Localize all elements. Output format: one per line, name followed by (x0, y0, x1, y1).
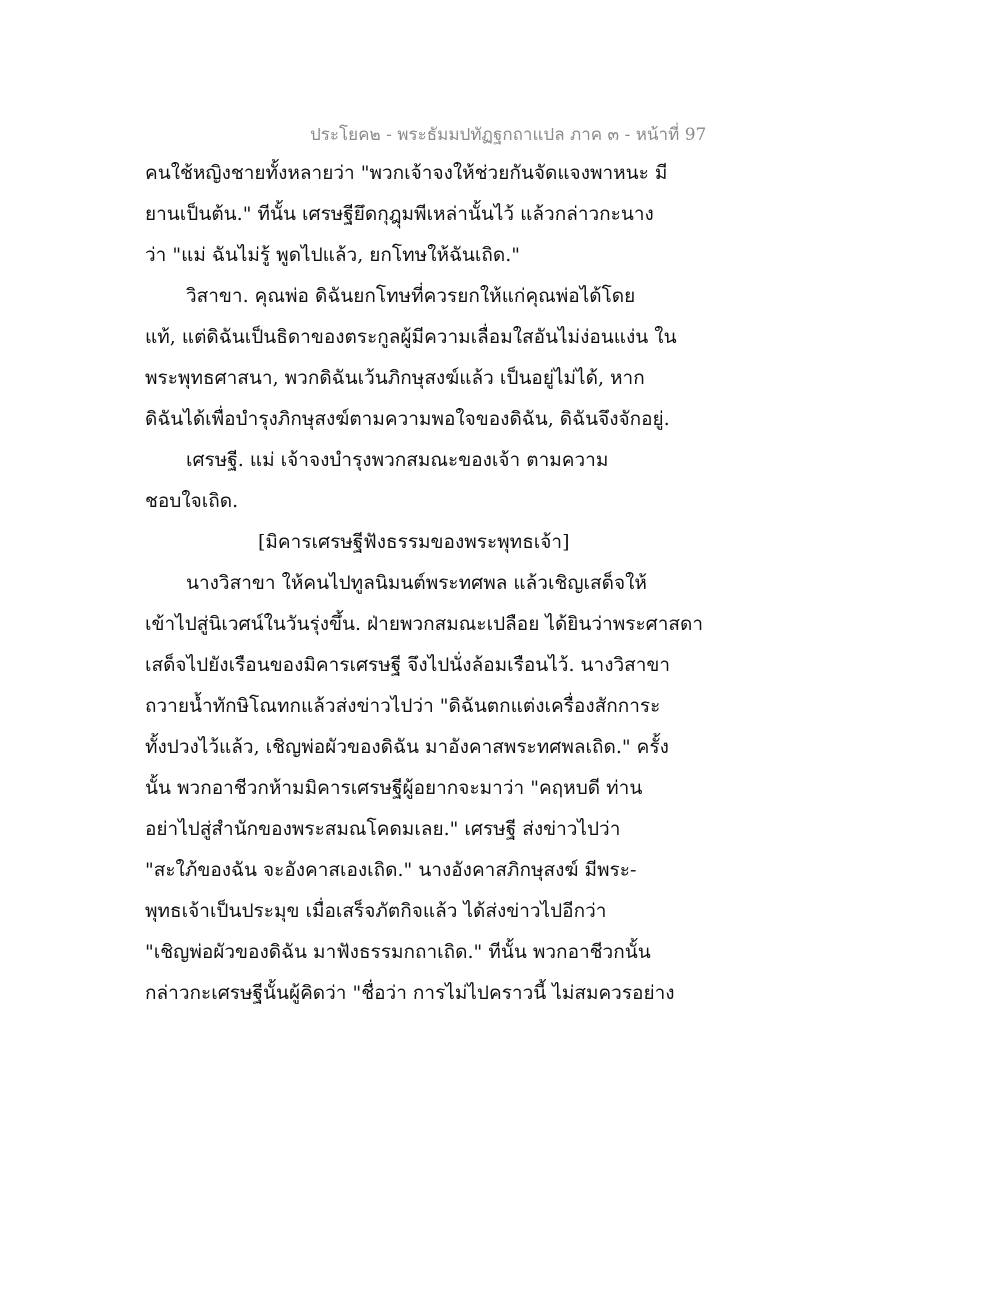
text-line: นั้น พวกอาชีวกห้ามมิคารเศรษฐีผู้อยากจะมาว่า "คฤหบดี ท่าน (145, 777, 643, 799)
paragraph-first-line: นางวิสาขา ให้คนไปทูลนิมนต์พระทศพล แล้วเชิญเสด็จให้ (186, 572, 647, 594)
text-line: ชอบใจเถิด. (145, 490, 239, 512)
paragraph-first-line: วิสาขา. คุณพ่อ ดิฉันยกโทษที่ควรยกให้แก่คุณพ่อได้โดย (186, 285, 636, 307)
text-line: พุทธเจ้าเป็นประมุข เมื่อเสร็จภัตกิจแล้ว ได้ส่งข่าวไปอีกว่า (145, 900, 607, 922)
text-line: อย่าไปสู่สำนักของพระสมณโคดมเลย." เศรษฐี ส่งข่าวไปว่า (145, 818, 621, 840)
text-line: ยานเป็นต้น." ทีนั้น เศรษฐียึดกุฎุมพีเหล่านั้นไว้ แล้วกล่าวกะนาง (145, 203, 654, 225)
section-heading: [มิคารเศรษฐีฟังธรรมของพระพุทธเจ้า] (258, 531, 570, 553)
text-line: ถวายน้ำทักษิโณทกแล้วส่งข่าวไปว่า "ดิฉันตกแต่งเครื่องสักการะ (145, 695, 661, 717)
paragraph-first-line: เศรษฐี. แม่ เจ้าจงบำรุงพวกสมณะของเจ้า ตามความ (186, 449, 609, 471)
text-line: "สะใภ้ของฉัน จะอังคาสเองเถิด." นางอังคาสภิกษุสงฆ์ มีพระ- (145, 859, 637, 881)
text-line: ว่า "แม่ ฉันไม่รู้ พูดไปแล้ว, ยกโทษให้ฉันเถิด." (145, 244, 521, 266)
text-line: "เชิญพ่อผัวของดิฉัน มาฟังธรรมกถาเถิด." ทีนั้น พวกอาชีวกนั้น (145, 941, 651, 963)
text-line: เสด็จไปยังเรือนของมิคารเศรษฐี จึงไปนั่งล้อมเรือนไว้. นางวิสาขา (145, 654, 671, 676)
text-line: แท้, แต่ดิฉันเป็นธิดาของตระกูลผู้มีความเลื่อมใสอันไม่ง่อนแง่น ใน (145, 326, 677, 348)
text-line: ดิฉันได้เพื่อบำรุงภิกษุสงฆ์ตามความพอใจของดิฉัน, ดิฉันจึงจักอยู่. (145, 408, 670, 430)
text-line: คนใช้หญิงชายทั้งหลายว่า "พวกเจ้าจงให้ช่วยกันจัดแจงพาหนะ มี (145, 162, 668, 184)
running-header: ประโยค๒ - พระธัมมปทัฏฐกถาแปล ภาค ๓ - หน้าที่ 97 (310, 125, 707, 145)
text-line: กล่าวกะเศรษฐีนั้นผู้คิดว่า "ชื่อว่า การไม่ไปคราวนี้ ไม่สมควรอย่าง (145, 982, 675, 1004)
text-line: เข้าไปสู่นิเวศน์ในวันรุ่งขึ้น. ฝ่ายพวกสมณะเปลือย ได้ยินว่าพระศาสดา (145, 613, 704, 635)
text-line: พระพุทธศาสนา, พวกดิฉันเว้นภิกษุสงฆ์แล้ว เป็นอยู่ไม่ได้, หาก (145, 367, 645, 389)
text-line: ทั้งปวงไว้แล้ว, เชิญพ่อผัวของดิฉัน มาอังคาสพระทศพลเถิด." ครั้ง (145, 736, 669, 758)
